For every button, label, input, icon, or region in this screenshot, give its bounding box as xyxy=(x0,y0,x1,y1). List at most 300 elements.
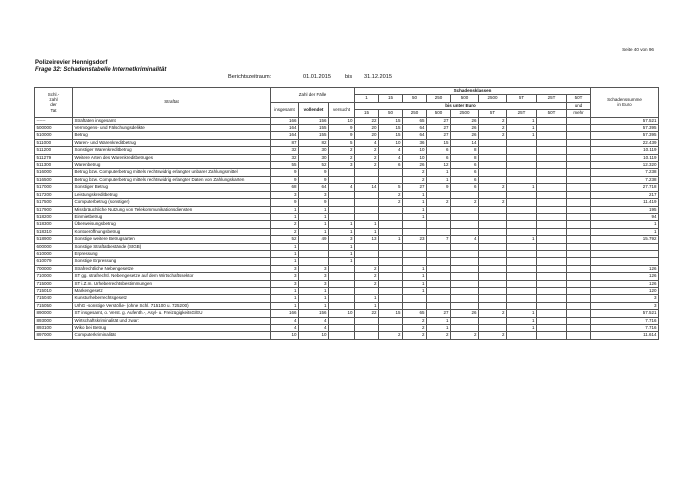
row-class-9 xyxy=(567,295,591,302)
row-label: Erpressung xyxy=(73,250,271,257)
class-top-5: 500 xyxy=(451,95,479,102)
row-class-1 xyxy=(355,169,379,176)
row-insgesamt: 2 xyxy=(271,228,299,235)
row-versucht: 9 xyxy=(329,125,355,132)
row-class-6 xyxy=(479,147,507,154)
row-versucht xyxy=(329,332,355,339)
row-label: Überweisungsbetrug xyxy=(73,221,271,228)
row-summe: 11.419 xyxy=(591,199,659,206)
row-vollendet: 9 xyxy=(299,176,329,183)
row-label: Vermögens- und Fälschungsdelikte xyxy=(73,125,271,132)
row-class-6: 2 xyxy=(479,199,507,206)
row-class-5 xyxy=(451,258,479,265)
row-class-7: 1 xyxy=(507,125,537,132)
row-class-1: 2 xyxy=(355,280,379,287)
row-class-9 xyxy=(567,132,591,139)
row-class-8 xyxy=(537,176,567,183)
header-schl: Schl.- xyxy=(47,91,60,97)
row-class-4 xyxy=(427,243,451,250)
row-class-5: 2 xyxy=(451,332,479,339)
row-class-5: 8 xyxy=(451,154,479,161)
row-label: Warenbetrug xyxy=(73,162,271,169)
row-vollendet xyxy=(299,258,329,265)
row-class-9 xyxy=(567,125,591,132)
row-class-5 xyxy=(451,250,479,257)
row-class-7: 1 xyxy=(507,325,537,332)
row-summe: 12.320 xyxy=(591,162,659,169)
row-insgesamt: 1 xyxy=(271,295,299,302)
damage-table xyxy=(34,87,659,340)
row-vollendet: 3 xyxy=(299,191,329,198)
row-label: Betrug xyxy=(73,132,271,139)
row-versucht xyxy=(329,169,355,176)
table-row xyxy=(35,280,659,287)
row-key: 715040 xyxy=(35,295,73,302)
row-insgesamt: 1 xyxy=(271,287,299,294)
row-class-1: 22 xyxy=(355,310,379,317)
row-label: Strafrechtliche Nebengesetze xyxy=(73,265,271,272)
row-class-2: 15 xyxy=(379,117,403,124)
row-class-6 xyxy=(479,258,507,265)
row-class-7 xyxy=(507,228,537,235)
row-class-5 xyxy=(451,265,479,272)
row-versucht xyxy=(329,295,355,302)
row-insgesamt: 32 xyxy=(271,154,299,161)
row-class-1 xyxy=(355,317,379,324)
row-class-3 xyxy=(403,243,427,250)
row-class-3: 1 xyxy=(403,206,427,213)
row-insgesamt: 1 xyxy=(271,213,299,220)
row-class-9 xyxy=(567,310,591,317)
row-class-8 xyxy=(537,213,567,220)
row-class-9 xyxy=(567,243,591,250)
table-row xyxy=(35,310,659,317)
row-class-5 xyxy=(451,280,479,287)
row-class-6 xyxy=(479,287,507,294)
header-in-euro: in Euro xyxy=(617,102,632,108)
row-insgesamt: 68 xyxy=(271,184,299,191)
row-class-4 xyxy=(427,250,451,257)
table-row xyxy=(35,258,659,265)
row-class-4 xyxy=(427,206,451,213)
row-class-6 xyxy=(479,325,507,332)
row-class-7 xyxy=(507,265,537,272)
table-row xyxy=(35,236,659,243)
row-versucht xyxy=(329,199,355,206)
row-class-3: 1 xyxy=(403,287,427,294)
row-class-8 xyxy=(537,125,567,132)
row-class-1 xyxy=(355,199,379,206)
row-versucht xyxy=(329,206,355,213)
row-class-3: 10 xyxy=(403,154,427,161)
row-versucht: 9 xyxy=(329,132,355,139)
row-class-3: 1 xyxy=(403,265,427,272)
row-class-3: 2 xyxy=(403,325,427,332)
row-versucht xyxy=(329,265,355,272)
table-row xyxy=(35,125,659,132)
row-class-9 xyxy=(567,265,591,272)
row-class-8 xyxy=(537,258,567,265)
row-class-6 xyxy=(479,265,507,272)
row-key: 511000 xyxy=(35,139,73,146)
row-class-2: 6 xyxy=(379,162,403,169)
row-class-5: 2 xyxy=(451,199,479,206)
row-class-8 xyxy=(537,280,567,287)
row-class-1 xyxy=(355,258,379,265)
row-class-3: 65 xyxy=(403,310,427,317)
row-key: 511200 xyxy=(35,147,73,154)
row-insgesamt: 166 xyxy=(271,310,299,317)
row-class-5: 6 xyxy=(451,162,479,169)
row-class-4 xyxy=(427,228,451,235)
row-class-5 xyxy=(451,243,479,250)
row-class-9 xyxy=(567,287,591,294)
row-class-9 xyxy=(567,169,591,176)
row-class-2 xyxy=(379,176,403,183)
row-class-8 xyxy=(537,228,567,235)
row-class-5 xyxy=(451,302,479,309)
row-key: 890000 xyxy=(35,310,73,317)
row-class-1: 2 xyxy=(355,265,379,272)
row-summe: 10.119 xyxy=(591,154,659,161)
row-vollendet: 155 xyxy=(299,132,329,139)
row-key: 715050 xyxy=(35,302,73,309)
row-class-8 xyxy=(537,295,567,302)
row-class-2: 2 xyxy=(379,191,403,198)
row-versucht xyxy=(329,287,355,294)
table-row xyxy=(35,332,659,339)
row-class-9 xyxy=(567,213,591,220)
row-versucht: 10 xyxy=(329,117,355,124)
row-class-6 xyxy=(479,250,507,257)
row-class-5 xyxy=(451,191,479,198)
table-row xyxy=(35,302,659,309)
row-class-1 xyxy=(355,206,379,213)
row-class-5: 26 xyxy=(451,132,479,139)
row-class-2: 15 xyxy=(379,132,403,139)
row-label: Kontoeröffnungsbetrug xyxy=(73,228,271,235)
row-class-2 xyxy=(379,287,403,294)
row-class-4: 15 xyxy=(427,139,451,146)
table-row xyxy=(35,191,659,198)
row-insgesamt: 3 xyxy=(271,265,299,272)
row-key: 897000 xyxy=(35,332,73,339)
row-vollendet: 156 xyxy=(299,117,329,124)
row-versucht xyxy=(329,302,355,309)
row-class-1: 2 xyxy=(355,273,379,280)
row-class-2 xyxy=(379,228,403,235)
row-class-4: 27 xyxy=(427,117,451,124)
row-class-2: 15 xyxy=(379,310,403,317)
row-class-3: 36 xyxy=(403,139,427,146)
row-versucht xyxy=(329,280,355,287)
row-class-9 xyxy=(567,162,591,169)
row-label: Computerbetrug (sonstiger) xyxy=(73,199,271,206)
row-class-5: 4 xyxy=(451,236,479,243)
row-summe xyxy=(591,258,659,265)
row-class-2 xyxy=(379,295,403,302)
row-class-5: 6 xyxy=(451,176,479,183)
row-class-6 xyxy=(479,236,507,243)
row-class-1: 20 xyxy=(355,125,379,132)
row-class-1: 4 xyxy=(355,139,379,146)
row-class-2 xyxy=(379,250,403,257)
row-insgesamt: 1 xyxy=(271,258,299,265)
row-class-3: 27 xyxy=(403,184,427,191)
row-key: 700000 xyxy=(35,265,73,272)
row-class-1: 2 xyxy=(355,154,379,161)
row-class-3: 2 xyxy=(403,317,427,324)
row-class-8 xyxy=(537,332,567,339)
row-class-9 xyxy=(567,184,591,191)
header-insgesamt: insgesamt xyxy=(271,102,299,117)
row-class-2: 10 xyxy=(379,139,403,146)
row-insgesamt: 3 xyxy=(271,280,299,287)
row-class-8 xyxy=(537,132,567,139)
class-bottom-6: 5T xyxy=(479,110,507,117)
period-from: 01.01.2015 xyxy=(303,74,331,80)
row-class-6 xyxy=(479,317,507,324)
row-key: 518900 xyxy=(35,236,73,243)
row-class-6 xyxy=(479,169,507,176)
row-class-8 xyxy=(537,117,567,124)
row-summe: 3 xyxy=(591,302,659,309)
table-row xyxy=(35,213,659,220)
class-bottom-5: 2500 xyxy=(451,110,479,117)
row-label: UrhG -sonstige Verstöße- (ohne Schl. 715100 u. 725200) xyxy=(73,302,271,309)
row-class-7: 1 xyxy=(507,310,537,317)
row-class-4: 27 xyxy=(427,125,451,132)
row-insgesamt: 1 xyxy=(271,243,299,250)
row-label: ST insgesamt, o. Verst. g. Aufenth.-, Asyl- u. FreizügigkeitsG/EU xyxy=(73,310,271,317)
class-top-6: 2500 xyxy=(479,95,507,102)
row-class-7: 1 xyxy=(507,236,537,243)
row-class-2 xyxy=(379,169,403,176)
row-class-3: 2 xyxy=(403,332,427,339)
row-class-8 xyxy=(537,221,567,228)
row-class-9 xyxy=(567,206,591,213)
header-straftat: Straftat xyxy=(73,88,271,118)
row-class-7: 1 xyxy=(507,117,537,124)
row-summe: 94 xyxy=(591,213,659,220)
row-class-2 xyxy=(379,206,403,213)
row-class-4: 12 xyxy=(427,162,451,169)
row-class-6 xyxy=(479,191,507,198)
row-class-1: 22 xyxy=(355,117,379,124)
row-class-2: 5 xyxy=(379,184,403,191)
row-insgesamt: 3 xyxy=(271,273,299,280)
row-class-6 xyxy=(479,206,507,213)
row-class-8 xyxy=(537,206,567,213)
table-row xyxy=(35,295,659,302)
header-vollendet: vollendet xyxy=(299,102,329,117)
header-tat: Tat xyxy=(50,107,57,113)
row-class-1 xyxy=(355,191,379,198)
row-key: 516500 xyxy=(35,176,73,183)
row-summe: 7.716 xyxy=(591,325,659,332)
row-vollendet: 30 xyxy=(299,147,329,154)
row-class-2 xyxy=(379,265,403,272)
row-summe: 1 xyxy=(591,221,659,228)
row-class-9 xyxy=(567,273,591,280)
table-header xyxy=(35,88,659,118)
row-class-5 xyxy=(451,325,479,332)
row-class-3 xyxy=(403,250,427,257)
row-class-4 xyxy=(427,295,451,302)
row-class-5: 26 xyxy=(451,117,479,124)
row-class-1: 14 xyxy=(355,184,379,191)
row-key: 517500 xyxy=(35,199,73,206)
table-body xyxy=(35,117,659,339)
row-class-1: 2 xyxy=(355,147,379,154)
row-class-3: 1 xyxy=(403,213,427,220)
row-summe: 11.614 xyxy=(591,332,659,339)
row-versucht: 5 xyxy=(329,139,355,146)
row-class-6 xyxy=(479,162,507,169)
row-summe: 57.395 xyxy=(591,125,659,132)
row-label: Sonstiger Warenkreditbetrug xyxy=(73,147,271,154)
row-class-3 xyxy=(403,228,427,235)
header-bis-unter-euro: bis unter Euro xyxy=(355,102,567,109)
row-class-4: 27 xyxy=(427,132,451,139)
row-key: 893000 xyxy=(35,317,73,324)
row-key: 518310 xyxy=(35,228,73,235)
row-versucht: 10 xyxy=(329,310,355,317)
row-class-7 xyxy=(507,302,537,309)
row-vollendet: 1 xyxy=(299,213,329,220)
row-class-1 xyxy=(355,213,379,220)
row-vollendet: 1 xyxy=(299,221,329,228)
row-label: Leistungskreditbetrug xyxy=(73,191,271,198)
row-class-9 xyxy=(567,228,591,235)
row-class-8 xyxy=(537,250,567,257)
table-row xyxy=(35,265,659,272)
row-class-3: 64 xyxy=(403,132,427,139)
row-label: Straftaten insgesamt xyxy=(73,117,271,124)
row-key: 517900 xyxy=(35,206,73,213)
row-class-6: 2 xyxy=(479,310,507,317)
row-class-7 xyxy=(507,176,537,183)
row-class-4: 1 xyxy=(427,325,451,332)
header-key xyxy=(35,88,73,118)
row-class-5: 14 xyxy=(451,139,479,146)
row-vollendet: 1 xyxy=(299,302,329,309)
class-top-8: 25T xyxy=(537,95,567,102)
row-class-5 xyxy=(451,206,479,213)
row-summe: 3 xyxy=(591,295,659,302)
row-label: Sonstige Erpressung xyxy=(73,258,271,265)
row-label: Wirtschaftskriminalität und zwar: xyxy=(73,317,271,324)
row-class-7: 1 xyxy=(507,184,537,191)
row-insgesamt: 10 xyxy=(271,332,299,339)
row-summe: 120 xyxy=(591,287,659,294)
row-class-7 xyxy=(507,287,537,294)
row-class-7: 1 xyxy=(507,132,537,139)
row-summe: 195 xyxy=(591,206,659,213)
row-key: 511279 xyxy=(35,154,73,161)
row-key: 500000 xyxy=(35,125,73,132)
table-row xyxy=(35,147,659,154)
row-class-8 xyxy=(537,199,567,206)
row-versucht xyxy=(329,213,355,220)
class-bottom-2: 50 xyxy=(379,110,403,117)
table-row xyxy=(35,176,659,183)
row-label: ST gg. strafrechtl. Nebengesetze auf dem Wirtschaftssektor xyxy=(73,273,271,280)
class-bottom-7: 25T xyxy=(507,110,537,117)
row-class-8 xyxy=(537,265,567,272)
row-class-1: 1 xyxy=(355,221,379,228)
row-label: Einmietbetrug xyxy=(73,213,271,220)
row-vollendet: 155 xyxy=(299,125,329,132)
row-insgesamt: 3 xyxy=(271,191,299,198)
row-class-2: 1 xyxy=(379,236,403,243)
row-vollendet: 30 xyxy=(299,154,329,161)
row-class-3: 26 xyxy=(403,162,427,169)
table-row xyxy=(35,273,659,280)
row-insgesamt: 4 xyxy=(271,317,299,324)
row-class-2 xyxy=(379,280,403,287)
table-row xyxy=(35,117,659,124)
row-label: Betrug bzw. Computerbetrug mittels rechtswidrig erlangter Daten von Zahlungskarten xyxy=(73,176,271,183)
header-versucht: versucht xyxy=(329,102,355,117)
row-class-8 xyxy=(537,184,567,191)
row-class-3: 2 xyxy=(403,169,427,176)
row-class-4: 7 xyxy=(427,236,451,243)
row-insgesamt: 87 xyxy=(271,139,299,146)
row-class-5 xyxy=(451,221,479,228)
row-class-4 xyxy=(427,280,451,287)
row-class-7 xyxy=(507,258,537,265)
row-class-7 xyxy=(507,162,537,169)
row-class-7 xyxy=(507,199,537,206)
row-summe: 57.521 xyxy=(591,310,659,317)
row-key: 510000 xyxy=(35,132,73,139)
row-class-6 xyxy=(479,243,507,250)
table-row xyxy=(35,184,659,191)
row-vollendet: 52 xyxy=(299,162,329,169)
class-bottom-9: mehr xyxy=(567,110,591,117)
row-class-6: 2 xyxy=(479,125,507,132)
row-class-7 xyxy=(507,273,537,280)
row-class-2: 2 xyxy=(379,332,403,339)
class-top-7: 5T xyxy=(507,95,537,102)
row-class-6 xyxy=(479,213,507,220)
row-class-5 xyxy=(451,287,479,294)
row-class-8 xyxy=(537,317,567,324)
row-class-7 xyxy=(507,154,537,161)
class-top-1: 1 xyxy=(355,95,379,102)
row-class-2: 2 xyxy=(379,199,403,206)
row-vollendet: 1 xyxy=(299,228,329,235)
row-versucht: 3 xyxy=(329,162,355,169)
row-class-6 xyxy=(479,280,507,287)
row-summe: 15.792 xyxy=(591,236,659,243)
row-class-3 xyxy=(403,295,427,302)
row-class-2: 4 xyxy=(379,147,403,154)
row-class-2 xyxy=(379,317,403,324)
row-class-6 xyxy=(479,302,507,309)
row-summe: 57.521 xyxy=(591,117,659,124)
row-vollendet xyxy=(299,250,329,257)
row-key: 610000 xyxy=(35,250,73,257)
row-vollendet: 64 xyxy=(299,184,329,191)
row-class-3: 65 xyxy=(403,117,427,124)
row-key: 715010 xyxy=(35,287,73,294)
row-summe: 7.238 xyxy=(591,176,659,183)
class-top-9: 50T xyxy=(567,95,591,102)
row-class-5: 26 xyxy=(451,125,479,132)
row-class-7 xyxy=(507,191,537,198)
